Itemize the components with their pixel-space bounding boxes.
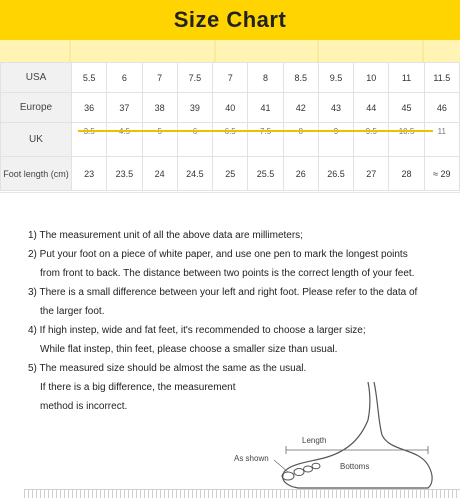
section-divider [0, 192, 460, 193]
table-cell: 7 [213, 63, 248, 93]
table-cell: 26 [283, 157, 318, 191]
table-cell: 25.5 [248, 157, 283, 191]
note-line: 2) Put your foot on a piece of white paper, and use one pen to mark the longest points [28, 249, 408, 260]
header-strip-grid [0, 40, 460, 62]
table-cell: 36 [72, 93, 107, 123]
table-cell: 23.5 [107, 157, 142, 191]
row-label: Europe [1, 93, 72, 123]
table-cell: 10 [354, 63, 389, 93]
table-cell: 46 [424, 93, 459, 123]
table-cell: 28 [389, 157, 424, 191]
row-label: USA [1, 63, 72, 93]
table-cell: 41 [248, 93, 283, 123]
note-line: 3) There is a small difference between your left and right foot. Please refer to the data of [28, 287, 418, 298]
size-table [0, 62, 460, 191]
table-cell: 6 [107, 63, 142, 93]
table-cell: 11 [424, 123, 459, 157]
note-line: While flat instep, thin feet, please choose a smaller size than usual. [40, 344, 338, 355]
toe-outline [304, 466, 313, 472]
table-cell: 7.5 [177, 63, 212, 93]
table-row [1, 63, 460, 93]
note-line: 4) If high instep, wide and fat feet, it's recommended to choose a larger size; [28, 325, 366, 336]
foot-measurement-illustration [228, 380, 460, 490]
table-cell: 8.5 [283, 63, 318, 93]
note-line: 1) The measurement unit of all the above data are millimeters; [28, 230, 303, 241]
table-cell [354, 123, 389, 157]
table-cell: 39 [177, 93, 212, 123]
toe-outline [294, 469, 304, 476]
toe-outline [282, 472, 294, 480]
table-cell: 40 [213, 93, 248, 123]
table-cell: 27 [354, 157, 389, 191]
table-cell [142, 123, 177, 157]
table-cell: 44 [354, 93, 389, 123]
table-cell: 38 [142, 93, 177, 123]
table-cell: 42 [283, 93, 318, 123]
title-bar [0, 0, 460, 40]
table-cell: 24 [142, 157, 177, 191]
note-line: the larger foot. [40, 306, 105, 317]
table-cell [107, 123, 142, 157]
table-cell: 8 [248, 63, 283, 93]
table-cell [248, 123, 283, 157]
table-cell: 9.5 [318, 63, 353, 93]
row-label: UK [1, 123, 72, 157]
uk-row-highlight-line [78, 130, 433, 132]
table-cell [318, 123, 353, 157]
bottoms-label: Bottoms [340, 462, 370, 471]
row-label: Foot length (cm) [1, 157, 72, 191]
table-cell: 23 [72, 157, 107, 191]
table-cell [72, 123, 107, 157]
table-row [1, 157, 460, 191]
note-line: 5) The measured size should be almost the same as the usual. [28, 363, 307, 374]
table-cell [177, 123, 212, 157]
foot-outline [283, 382, 432, 488]
table-cell [389, 123, 424, 157]
table-cell: ≈ 29 [424, 157, 459, 191]
table-cell: 43 [318, 93, 353, 123]
table-cell: 37 [107, 93, 142, 123]
as-shown-label: As shown [234, 454, 269, 463]
length-label: Length [302, 436, 327, 445]
table-cell: 11.5 [424, 63, 459, 93]
table-cell [213, 123, 248, 157]
table-cell: 7 [142, 63, 177, 93]
note-line: method is incorrect. [40, 401, 128, 412]
toe-outline [312, 463, 320, 469]
table-cell [283, 123, 318, 157]
table-cell: 11 [389, 63, 424, 93]
table-row [1, 123, 460, 157]
table-cell: 26.5 [318, 157, 353, 191]
table-row [1, 93, 460, 123]
page-title: Size Chart [173, 7, 287, 32]
as-shown-pointer [274, 460, 288, 472]
note-line: If there is a big difference, the measurement [40, 382, 236, 393]
table-cell: 25 [213, 157, 248, 191]
ruler-scale [24, 489, 460, 498]
note-line: from front to back. The distance between two points is the correct length of your feet. [40, 268, 415, 279]
table-cell: 5.5 [72, 63, 107, 93]
table-cell: 24.5 [177, 157, 212, 191]
table-cell: 45 [389, 93, 424, 123]
